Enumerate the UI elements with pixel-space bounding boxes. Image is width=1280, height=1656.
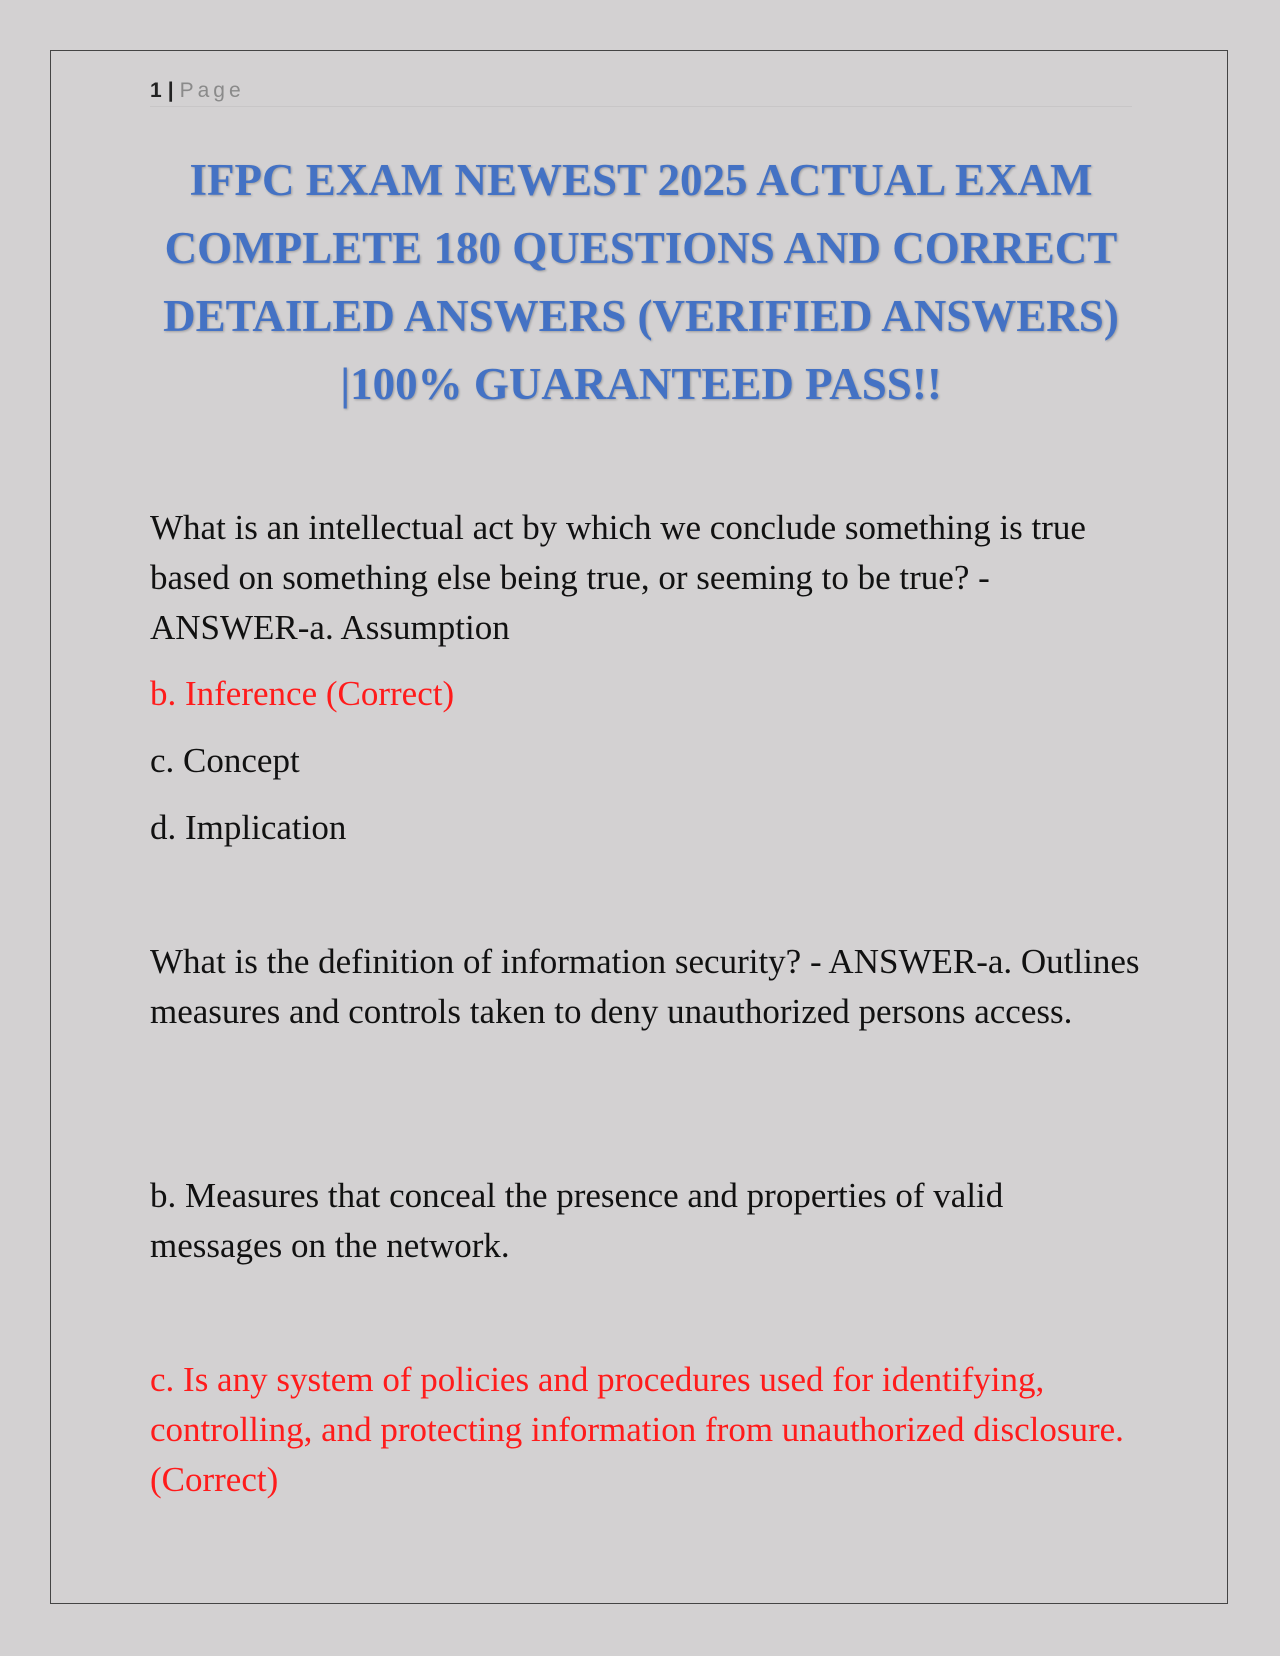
question-2-option-c-correct: c. Is any system of policies and procedures used for identifying, controlling, and protecting information from unauthorized disclosure. (Correct)	[150, 1360, 1124, 1499]
header-separator: |	[167, 79, 174, 102]
question-2-prompt: What is the definition of information security? - ANSWER-a. Outlines measures and controls taken to deny unauthorized persons access.	[150, 942, 1140, 1031]
question-1-option-c: c. Concept	[150, 741, 300, 780]
question-2-option-b: b. Measures that conceal the presence and properties of valid messages on the network.	[150, 1176, 1004, 1265]
page-number: 1	[150, 79, 162, 102]
question-1-option-b-correct: b. Inference (Correct)	[150, 674, 455, 713]
page-label: Page	[179, 79, 245, 102]
question-1-option-d: d. Implication	[150, 808, 347, 847]
page-header	[150, 76, 1132, 107]
document-title: IFPC EXAM NEWEST 2025 ACTUAL EXAM COMPLETE 180 QUESTIONS AND CORRECT DETAILED ANSWERS (VERIFIED ANSWERS) |100% GUARANTEED PASS!!	[163, 155, 1119, 409]
question-1-prompt: What is an intellectual act by which we conclude something is true based on something else being true, or seeming to be true? - ANSWER-a. Assumption	[150, 508, 1086, 647]
